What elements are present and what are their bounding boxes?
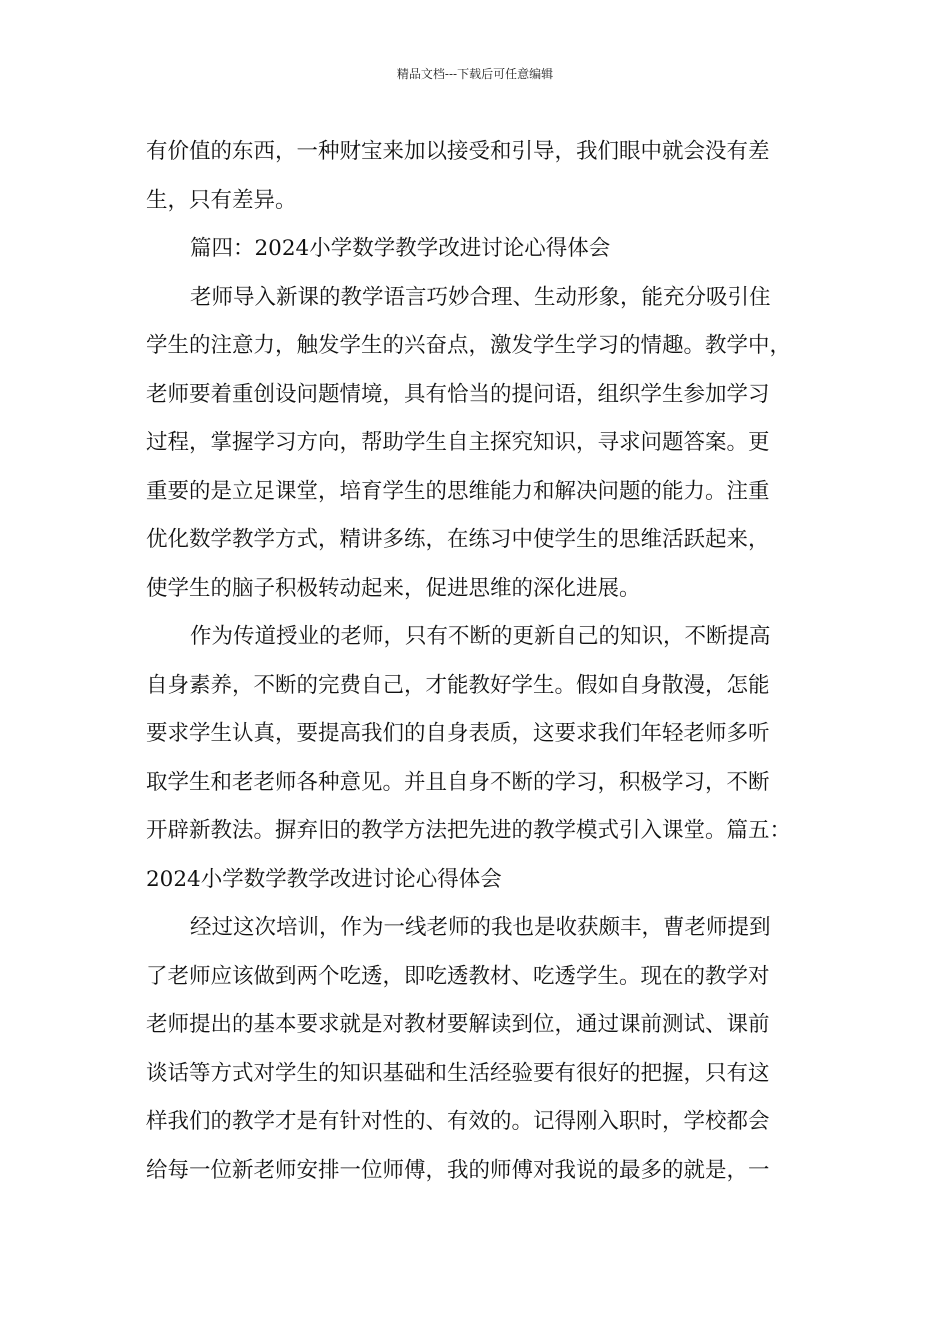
text-line: 要求学生认真，要提高我们的自身表质，这要求我们年轻老师多听	[146, 721, 770, 746]
text-line: 老师导入新课的教学语言巧妙合理、生动形象，能充分吸引住	[190, 284, 771, 310]
text-line: 取学生和老老师各种意见。并且自身不断的学习，积极学习，不断	[146, 769, 770, 795]
text-line: 2024小学数学教学改进讨论心得体会	[146, 866, 502, 892]
text-line: 样我们的教学才是有针对性的、有效的。记得刚入职时，学校都会	[146, 1109, 770, 1134]
page-header: 精品文档---下载后可任意编辑	[396, 67, 554, 81]
text-line: 老师提出的基本要求就是对教材要解读到位，通过课前测试、课前	[146, 1012, 770, 1037]
text-line: 过程，掌握学习方向，帮助学生自主探究知识，寻求问题答案。更	[146, 430, 770, 455]
text-line: 开辟新教法。摒弃旧的教学方法把先进的教学模式引入课堂。篇五：	[146, 818, 792, 843]
text-line: 自身素养，不断的完费自己，才能教好学生。假如自身散漫，怎能	[146, 672, 770, 698]
text-line: 给每一位新老师安排一位师傅，我的师傅对我说的最多的就是，一	[146, 1157, 770, 1183]
text-line: 优化数学教学方式，精讲多练，在练习中使学生的思维活跃起来，	[146, 527, 770, 552]
text-line: 学生的注意力，触发学生的兴奋点，激发学生学习的情趣。教学中，	[146, 333, 792, 358]
text-line: 生，只有差异。	[146, 187, 297, 213]
text-line: 谈话等方式对学生的知识基础和生活经验要有很好的把握，只有这	[146, 1060, 770, 1086]
text-line: 重要的是立足课堂，培育学生的思维能力和解决问题的能力。注重	[146, 478, 770, 504]
text-line: 了老师应该做到两个吃透，即吃透教材、吃透学生。现在的教学对	[146, 963, 770, 989]
text-line: 篇四：2024小学数学教学改进讨论心得体会	[190, 236, 611, 261]
document-body	[146, 128, 810, 1195]
text-line: 经过这次培训，作为一线老师的我也是收获颇丰，曹老师提到	[190, 915, 771, 940]
text-line: 作为传道授业的老师，只有不断的更新自己的知识，不断提高	[190, 624, 771, 649]
text-line: 老师要着重创设问题情境，具有恰当的提问语，组织学生参加学习	[146, 381, 770, 407]
text-line: 使学生的脑子积极转动起来，促进思维的深化进展。	[146, 575, 641, 601]
text-line: 有价值的东西，一种财宝来加以接受和引导，我们眼中就会没有差	[146, 139, 770, 164]
